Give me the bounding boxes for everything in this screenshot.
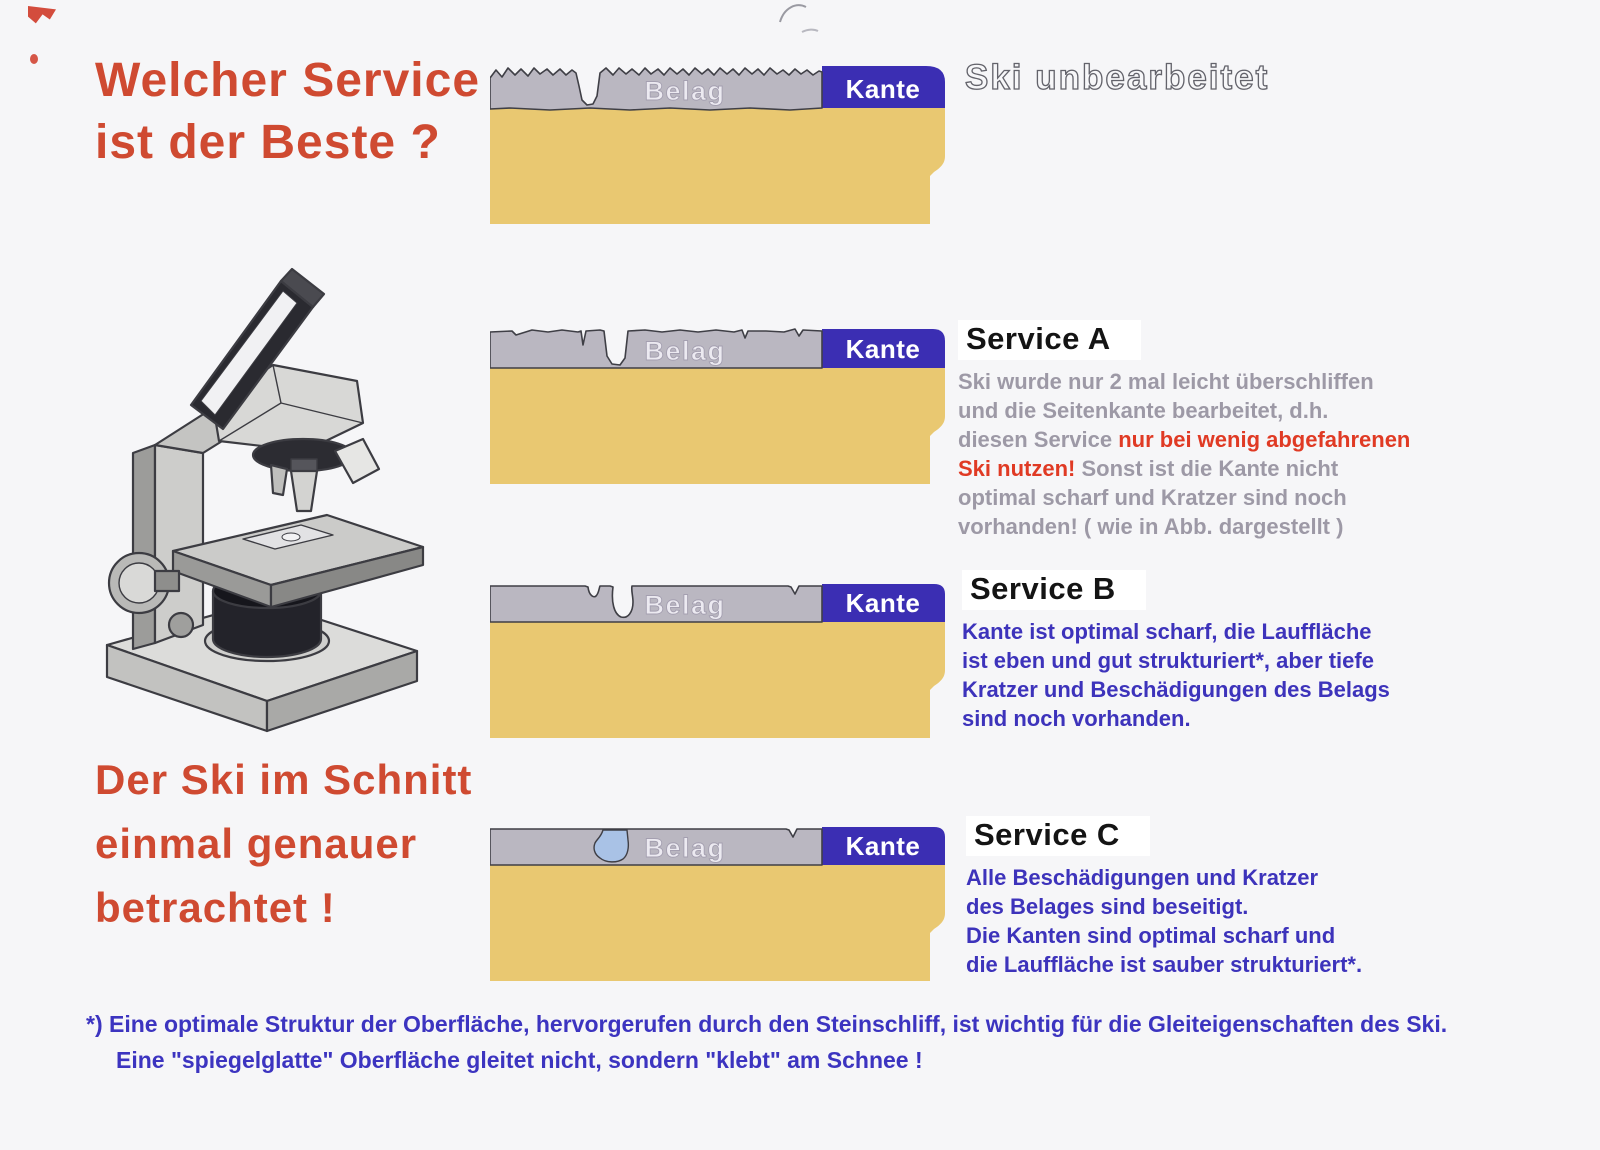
service-a-line6: vorhanden! ( wie in Abb. dargestellt )	[958, 514, 1344, 539]
service-c-line3: Die Kanten sind optimal scharf und	[966, 923, 1336, 948]
microscope-slide-specimen	[282, 533, 300, 541]
belag-label: Belag	[644, 590, 726, 620]
belag-label: Belag	[644, 833, 726, 863]
page-title	[95, 50, 480, 174]
page-subtitle	[95, 748, 472, 940]
diagram-service-b	[490, 572, 945, 744]
diagram-service-a	[490, 318, 945, 490]
diagram-service-c	[490, 815, 945, 987]
ski-body	[490, 865, 945, 981]
service-b-heading: Service B	[962, 570, 1146, 610]
service-a-line2: und die Seitenkante bearbeitet, d.h.	[958, 398, 1329, 423]
footnote	[86, 1006, 1506, 1078]
microscope-objective-left	[271, 465, 287, 495]
scan-artifact-red	[28, 6, 56, 34]
footnote-line2: Eine "spiegelglatte" Oberfläche gleitet nicht, sondern "klebt" am Schnee !	[116, 1047, 923, 1073]
service-a-line4-red: Ski nutzen!	[958, 456, 1076, 481]
service-c-line2: des Belages sind beseitigt.	[966, 894, 1249, 919]
service-c-line1: Alle Beschädigungen und Kratzer	[966, 865, 1319, 890]
service-a-line4	[958, 454, 1428, 483]
service-b-body	[962, 617, 1432, 733]
service-b-line2: ist eben und gut strukturiert*, aber tiefe	[962, 648, 1374, 673]
kante-label: Kante	[845, 588, 921, 618]
microscope-knob-axle	[155, 571, 179, 591]
service-a-line3	[958, 425, 1428, 454]
ski-body	[490, 622, 945, 738]
section-service-c	[966, 816, 1436, 979]
kante-label: Kante	[845, 334, 921, 364]
microscope-objective-center	[291, 471, 317, 511]
page-subtitle-line2: einmal genauer	[95, 820, 418, 867]
belag-label: Belag	[644, 336, 726, 366]
diagram-ski-unbearbeitet	[490, 58, 945, 230]
service-b-line4: sind noch vorhanden.	[962, 706, 1191, 731]
footnote-line1: *) Eine optimale Struktur der Oberfläche, hervorgerufen durch den Steinschliff, ist wichtig für die Gleiteigenschaften des Ski.	[86, 1011, 1448, 1037]
service-a-line4-gray: Sonst ist die Kante nicht	[1075, 456, 1339, 481]
service-b-line3: Kratzer und Beschädigungen des Belags	[962, 677, 1390, 702]
kante-label: Kante	[845, 831, 921, 861]
page-subtitle-line3: betrachtet !	[95, 884, 336, 931]
scan-artifact-red-dot	[30, 54, 38, 64]
service-a-line3-gray: diesen Service	[958, 427, 1119, 452]
service-a-line3-red: nur bei wenig abgefahrenen	[1118, 427, 1411, 452]
service-c-heading: Service C	[966, 816, 1150, 856]
microscope-illustration	[95, 253, 427, 733]
service-b-line1: Kante ist optimal scharf, die Lauffläche	[962, 619, 1372, 644]
microscope-focus-knob-inner	[119, 563, 159, 603]
ski-body	[490, 368, 945, 484]
microscope-arm-left	[133, 445, 155, 649]
service-c-line4: die Lauffläche ist sauber strukturiert*.	[966, 952, 1363, 977]
page-title-line2: ist der Beste ?	[95, 116, 441, 169]
microscope-objective-collar	[291, 459, 317, 471]
ski-body	[490, 108, 945, 224]
section-service-a	[958, 320, 1428, 541]
service-a-line5: optimal scharf und Kratzer sind noch	[958, 485, 1347, 510]
service-a-line1: Ski wurde nur 2 mal leicht überschliffen	[958, 369, 1374, 394]
scan-artifact-squiggle	[776, 2, 826, 38]
label-ski-unbearbeitet: Ski unbearbeitet	[965, 58, 1270, 97]
service-c-body	[966, 863, 1436, 979]
page-subtitle-line1: Der Ski im Schnitt	[95, 756, 473, 803]
section-service-b	[962, 570, 1432, 733]
service-a-body	[958, 367, 1428, 541]
belag-label: Belag	[644, 76, 726, 106]
kante-label: Kante	[845, 74, 921, 104]
page-title-line1: Welcher Service	[95, 54, 481, 107]
service-a-heading: Service A	[958, 320, 1141, 360]
microscope-fine-knob	[169, 613, 193, 637]
